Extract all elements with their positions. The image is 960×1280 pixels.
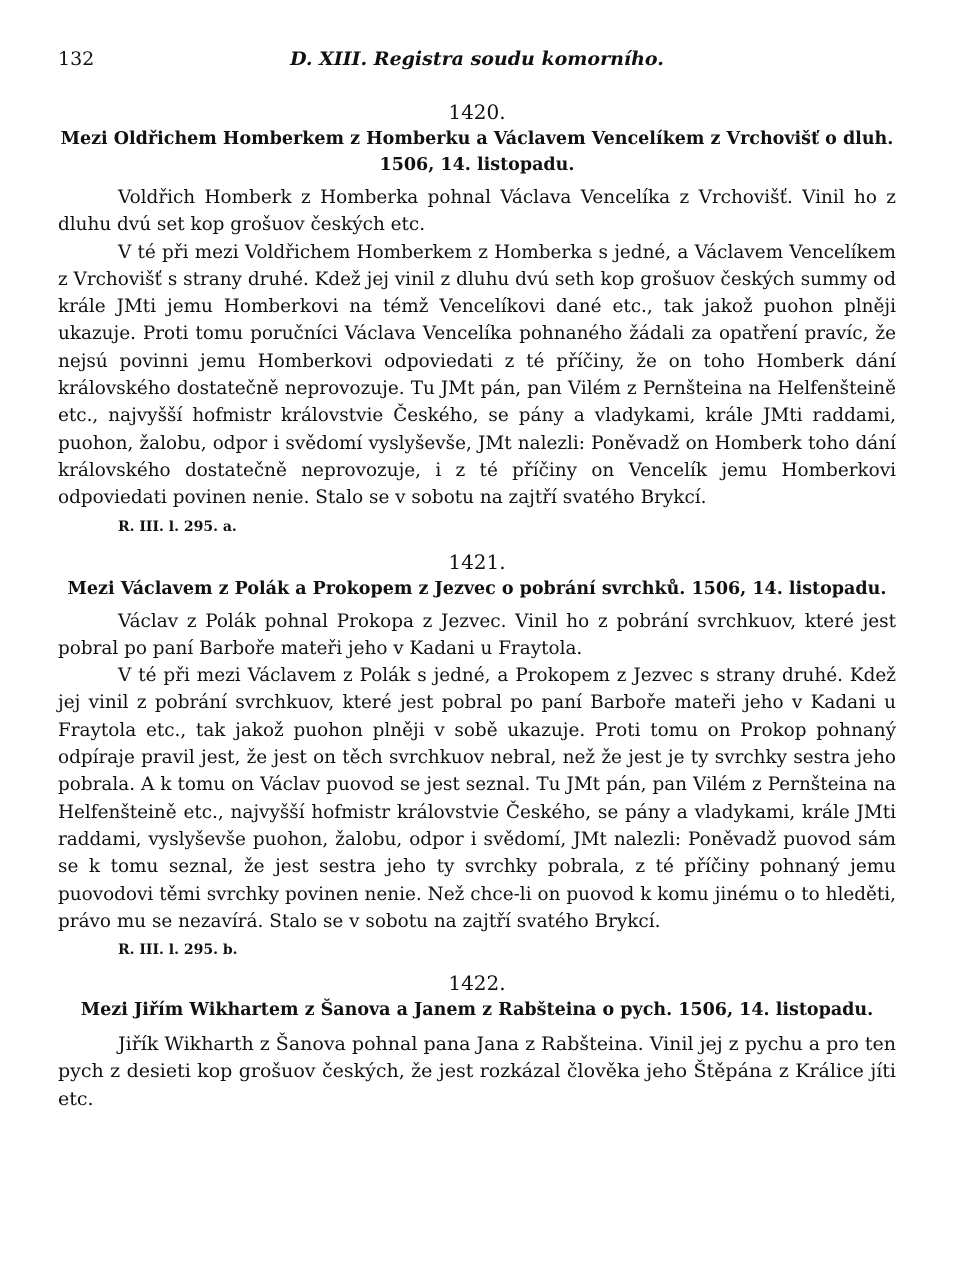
entry-1422 <box>58 969 896 1113</box>
entry-1421 <box>58 548 896 962</box>
entry-paragraph: V té při mezi Václavem z Polák s jedné, a Prokopem z Jezvec s strany druhé. Kdež jej vinil z pobrání svrchkuov, které jest pobral po paní Barboře mateři jeho v Kadani u Fraytola etc., tak jakož puohon plněji v sobě ukazuje. Proti tomu on Prokop pohnaný odpíraje pravil jest, že jest on těch svrchkuov nebral, než že jest je ty svrchky sestra jeho pobrala. A k tomu on Václav puovod se jest seznal. Tu JMt pán, pan Vilém z Pernšteina na Helfenšteině etc., najvyšší hofmistr královstvie Českého, se pány a vladykami, krále JMti raddami, vyslyševše puohon, žalobu, odpor i svědomí, JMt nalezli: Poněvadž puovod sám se k tomu seznal, že jest sestra jeho ty svrchky pobrala, z té příčiny pohnaný jemu puovodovi těmi svrchky povinen nenie. Než chce-li on puovod k komu jinému o to hleděti, právo mu se nezavírá. Stalo se v sobotu na zajtří svatého Brykcí. <box>58 665 896 932</box>
entry-number: 1421. <box>448 549 506 574</box>
source-reference: R. III. l. 295. b. <box>118 942 238 959</box>
entry-heading: Mezi Václavem z Polák a Prokopem z Jezvec o pobrání svrchků. 1506, 14. listopadu. <box>67 578 887 599</box>
source-reference: R. III. l. 295. a. <box>118 518 237 535</box>
entry-1420 <box>58 98 896 538</box>
entry-number: 1422. <box>448 971 506 996</box>
running-head <box>58 40 896 80</box>
entry-paragraph: Voldřich Homberk z Homberka pohnal Václava Vencelíka z Vrchovišť. Vinil ho z dluhu dvú set kop grošuov českých etc. <box>58 187 896 236</box>
entry-paragraph: Václav z Polák pohnal Prokopa z Jezvec. Vinil ho z pobrání svrchkuov, které jest pobral po paní Barboře mateři jeho v Kadani u Fraytola. <box>58 610 896 659</box>
entry-paragraph: V té při mezi Voldřichem Homberkem z Homberka s jedné, a Václavem Vencelíkem z Vrchovišť s strany druhé. Kdež jej vinil z dluhu dvú seth kop grošuov českých summy od krále JMti jemu Homberkovi na témž Vencelíkovi dané etc., tak jakož puohon plněji ukazuje. Proti tomu poručníci Václava Vencelíka pohnaného žádali za opatření pravíc, že nejsú povinni jemu Homberkovi odpoviedati z té příčiny, že on toho Homberk dání královského dostatečně neprovozuje. Tu JMt pán, pan Vilém z Pernšteina na Helfenšteině etc., najvyšší hofmistr královstvie Českého, se pány a vladykami, krále JMti raddami, puohon, žalobu, odpor i svědomí vyslyševše, JMt nalezli: Poněvadž on Homberk toho dání královského dostatečně neprovozuje, i z té příčiny on Vencelík jemu Homberkovi odpoviedati povinen nenie. Stalo se v sobotu na zajtří svatého Brykcí. <box>58 241 896 509</box>
running-title: D. XIII. Registra soudu komorního. <box>290 48 664 70</box>
entry-number: 1420. <box>448 100 506 124</box>
page-number: 132 <box>58 48 95 70</box>
entry-heading: Mezi Oldřichem Homberkem z Homberku a Václavem Vencelíkem z Vrchovišť o dluh. 1506, 14. listopadu. <box>60 129 894 175</box>
entry-heading: Mezi Jiřím Wikhartem z Šanova a Janem z Rabšteina o pych. 1506, 14. listopadu. <box>80 1000 874 1021</box>
entry-paragraph: Jiřík Wikharth z Šanova pohnal pana Jana z Rabšteina. Vinil jej z pychu a pro ten pych z desieti kop grošuov českých, že jest rozkázal člověka jeho Štěpána z Králice jíti etc. <box>58 1033 896 1110</box>
document-page <box>58 40 896 1113</box>
